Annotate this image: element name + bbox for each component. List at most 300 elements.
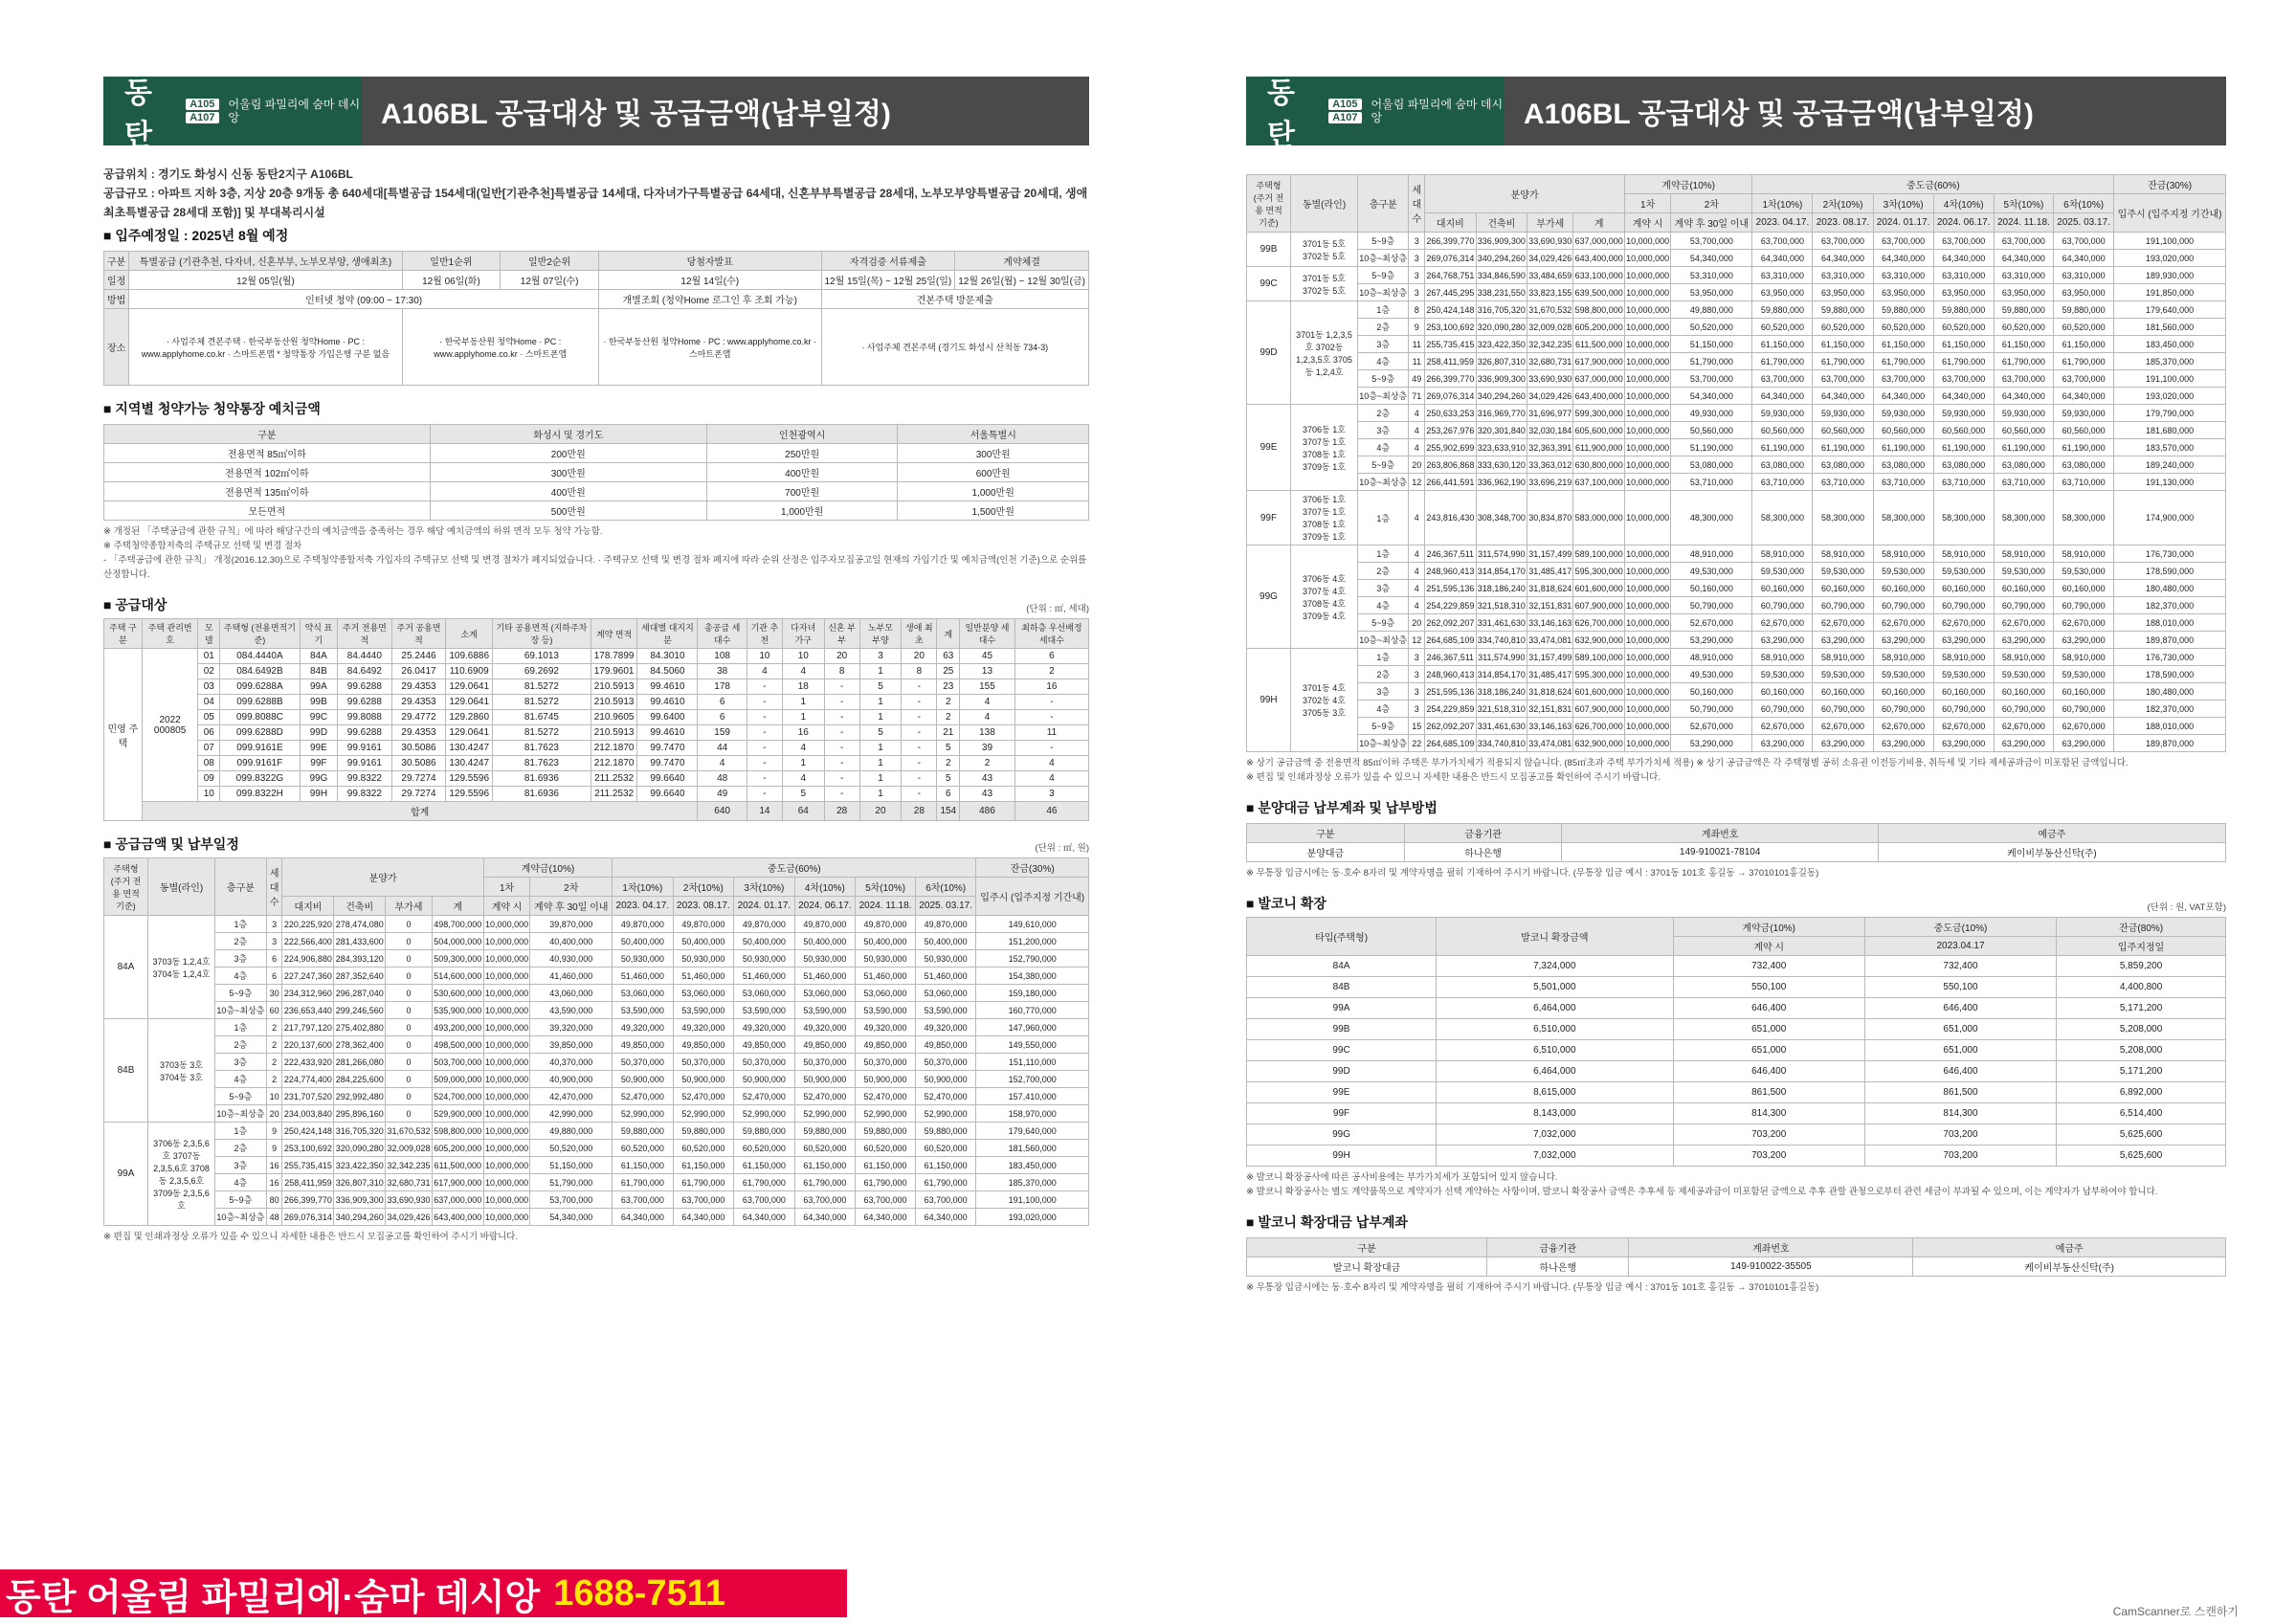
table-cell: 63,950,000 xyxy=(1873,284,1933,301)
table-cell: 63,700,000 xyxy=(1752,233,1813,250)
deposit-note: - 「주택공급에 관한 규칙」 개정(2016.12.30)으로 주택청약종합저축 가입자의 주택규모 선택 및 변경 절차가 폐지되었습니다. · 주택규모 선택 및 변경 절차 폐지에 따라 순위 산정은 입주자모집공고일 현재의 가입기간 및 예치금액(인천 기준)으로 순위를 산정합니다. xyxy=(103,555,1087,580)
table-row xyxy=(1247,718,2226,735)
table-cell: 32,342,235 xyxy=(1527,336,1573,353)
table-cell: 4 xyxy=(698,756,747,771)
table-cell: 62,670,000 xyxy=(1873,718,1933,735)
table-row xyxy=(1247,250,2226,267)
table-cell: 59,530,000 xyxy=(1933,563,1994,580)
table-cell: 32,363,391 xyxy=(1527,439,1573,456)
table-cell: 63,290,000 xyxy=(1994,735,2053,752)
table-header-cell: 계약체결 xyxy=(955,252,1089,271)
table-cell: 509,300,000 xyxy=(432,950,483,968)
table-header-cell: 2025. 03.17. xyxy=(915,897,976,916)
price-table-right xyxy=(1246,174,2226,752)
table-row xyxy=(1247,998,2226,1019)
balcony-account-table xyxy=(1246,1237,2226,1277)
table-cell: 099.9161E xyxy=(220,741,301,756)
table-cell: 10,000,000 xyxy=(1624,370,1670,388)
table-cell: 58,910,000 xyxy=(1752,649,1813,666)
intro-location: 공급위치 : 경기도 화성시 신동 동탄2지구 A106BL xyxy=(103,167,353,181)
table-cell: 598,800,000 xyxy=(432,1123,483,1140)
table-cell: 69.2692 xyxy=(493,664,591,679)
table-row xyxy=(104,933,1089,950)
table-cell: 62,670,000 xyxy=(1813,718,1873,735)
table-cell: 60,790,000 xyxy=(1752,701,1813,718)
table-cell: 626,700,000 xyxy=(1573,614,1624,632)
table-cell: 20 xyxy=(824,649,859,664)
table-cell: 63,700,000 xyxy=(1873,370,1933,388)
table-cell: 626,700,000 xyxy=(1573,718,1624,735)
table-cell: 258,411,959 xyxy=(282,1174,334,1191)
table-cell: 5,859,200 xyxy=(2057,956,2226,977)
table-cell: 287,352,640 xyxy=(334,968,386,985)
table-cell: 60,520,000 xyxy=(794,1140,856,1157)
table-cell: 334,740,810 xyxy=(1476,632,1527,649)
brand-sub: 어울림 파밀리에 숨마 데시앙 xyxy=(1371,98,1504,124)
table-cell: 케이비부동산신탁(주) xyxy=(1913,1257,2226,1277)
table-cell: 52,990,000 xyxy=(734,1105,795,1123)
table-header-cell: 2023. 04.17. xyxy=(1752,213,1813,233)
table-cell: 10,000,000 xyxy=(1624,580,1670,597)
table-cell: 099.6288A xyxy=(220,679,301,695)
table-cell: 63,710,000 xyxy=(1933,474,1994,491)
table-cell: 10,000,000 xyxy=(1624,456,1670,474)
table-header-cell: 당첨자발표 xyxy=(598,252,821,271)
table-cell: 4 xyxy=(960,710,1015,725)
table-row xyxy=(1247,563,2226,580)
table-cell: 63,310,000 xyxy=(1994,267,2053,284)
table-header-cell: 세대수 xyxy=(266,858,282,916)
table-header-cell: 28 xyxy=(824,802,859,821)
table-cell: 182,370,000 xyxy=(2114,701,2226,718)
table-cell: 400만원 xyxy=(706,463,898,482)
table-row xyxy=(1247,666,2226,683)
table-cell: 49,320,000 xyxy=(734,1019,795,1036)
table-cell: 3706동 4호 3707동 4호 3708동 4호 3709동 4호 xyxy=(1291,545,1358,649)
table-cell: 703,200 xyxy=(1864,1124,2056,1146)
table-cell: 29.4772 xyxy=(391,710,446,725)
table-cell: 50,900,000 xyxy=(613,1071,674,1088)
table-header-cell: 층구분 xyxy=(1358,175,1409,233)
table-cell: 61,790,000 xyxy=(1752,353,1813,370)
table-cell: 550,100 xyxy=(1864,977,2056,998)
table-cell: 53,060,000 xyxy=(915,985,976,1002)
table-cell: 703,200 xyxy=(1673,1124,1864,1146)
table-cell: 59,880,000 xyxy=(1752,301,1813,319)
table-header-cell: 방법 xyxy=(104,290,129,309)
table-cell: 3701동 4호 3702동 4호 3705동 3호 xyxy=(1291,649,1358,752)
table-cell: 63,700,000 xyxy=(1873,233,1933,250)
table-cell: 8 xyxy=(824,664,859,679)
table-cell: 334,740,810 xyxy=(1476,735,1527,752)
table-header-cell: 총공급 세대수 xyxy=(698,619,747,649)
table-cell: 2 xyxy=(937,756,960,771)
table-cell: 03 xyxy=(198,679,220,695)
table-cell: 159,180,000 xyxy=(976,985,1089,1002)
table-row xyxy=(1247,1146,2226,1167)
brand-tag: A107 xyxy=(1328,112,1361,123)
table-cell: 59,880,000 xyxy=(794,1123,856,1140)
table-cell: - xyxy=(747,679,782,695)
table-cell: 611,500,000 xyxy=(1573,336,1624,353)
table-cell: 15 xyxy=(1409,718,1425,735)
table-cell: 10,000,000 xyxy=(1624,649,1670,666)
table-cell: 4 xyxy=(783,771,825,787)
table-cell: 8,615,000 xyxy=(1437,1082,1673,1103)
table-cell: 1,500만원 xyxy=(898,501,1089,521)
table-cell: 99.9161 xyxy=(338,756,392,771)
table-cell: 99G xyxy=(1247,1124,1437,1146)
table-cell: 99B xyxy=(1247,233,1291,267)
table-cell: 50,790,000 xyxy=(1671,701,1752,718)
table-header-cell: 3차(10%) xyxy=(734,878,795,897)
table-cell: 41,460,000 xyxy=(530,968,613,985)
table-cell: 10,000,000 xyxy=(483,1019,530,1036)
table-header-cell: 자격검증 서류제출 xyxy=(821,252,955,271)
table-cell: 63,290,000 xyxy=(2054,735,2114,752)
table-cell: 340,294,260 xyxy=(334,1209,386,1226)
table-cell: 58,910,000 xyxy=(1813,649,1873,666)
table-cell: 589,100,000 xyxy=(1573,545,1624,563)
table-cell: 10,000,000 xyxy=(1624,301,1670,319)
table-cell: 1 xyxy=(859,695,902,710)
table-cell: 59,880,000 xyxy=(1933,301,1994,319)
table-cell: 32,009,028 xyxy=(1527,319,1573,336)
table-cell: 60,160,000 xyxy=(1813,580,1873,597)
table-cell: 61,190,000 xyxy=(1752,439,1813,456)
table-cell: 8 xyxy=(902,664,937,679)
table-cell: 4 xyxy=(1409,422,1425,439)
table-cell: 4 xyxy=(1409,597,1425,614)
table-header-cell: 구분 xyxy=(104,425,431,444)
table-row xyxy=(104,725,1089,741)
table-cell: 99C xyxy=(1247,267,1291,301)
move-in-title: ■ 입주예정일 : 2025년 8월 예정 xyxy=(103,226,1089,245)
table-cell: 49,880,000 xyxy=(1671,301,1752,319)
table-cell: 53,290,000 xyxy=(1671,735,1752,752)
table-cell: 10 xyxy=(783,649,825,664)
table-cell: 600만원 xyxy=(898,463,1089,482)
table-cell: 1층 xyxy=(215,916,267,933)
table-cell: 158,970,000 xyxy=(976,1105,1089,1123)
table-header-cell: 4차(10%) xyxy=(794,878,856,897)
table-cell: 99F xyxy=(1247,491,1291,545)
brand-main: 동탄 xyxy=(124,78,152,151)
table-cell: 63,700,000 xyxy=(856,1191,916,1209)
table-cell: 99.9161 xyxy=(338,741,392,756)
table-row xyxy=(104,950,1089,968)
table-cell: 60,520,000 xyxy=(2054,319,2114,336)
table-cell: 0 xyxy=(386,933,433,950)
table-cell: 5,625,600 xyxy=(2057,1124,2226,1146)
table-cell: 63,710,000 xyxy=(1873,474,1933,491)
table-cell: 30.5086 xyxy=(391,756,446,771)
table-cell: 53,590,000 xyxy=(673,1002,734,1019)
table-cell: 630,800,000 xyxy=(1573,456,1624,474)
table-cell: 63,080,000 xyxy=(1933,456,1994,474)
table-cell: 130.4247 xyxy=(446,756,493,771)
table-header-cell: 2024. 11.18. xyxy=(856,897,916,916)
account-note: ※ 무통장 입금시에는 동·호수 8자리 및 계약자명을 필히 기재하여 주시기 바랍니다. (무통장 입금 예시 : 3701동 101호 홍길동 → 37010101홍길동) xyxy=(1246,868,1819,879)
table-row xyxy=(1247,1019,2226,1040)
table-cell: 250,633,253 xyxy=(1425,405,1476,422)
table-cell: 2층 xyxy=(1358,405,1409,422)
table-cell: 53,700,000 xyxy=(1671,370,1752,388)
table-cell: 189,240,000 xyxy=(2114,456,2226,474)
table-cell: 16 xyxy=(266,1174,282,1191)
table-cell: 323,633,910 xyxy=(1476,439,1527,456)
table-cell: 300만원 xyxy=(430,463,706,482)
table-cell: 49,320,000 xyxy=(794,1019,856,1036)
table-cell: 63,080,000 xyxy=(1873,456,1933,474)
table-header-cell: 2차(10%) xyxy=(673,878,734,897)
table-cell: 138 xyxy=(960,725,1015,741)
table-header-cell: 주택형 (전용면적기준) xyxy=(220,619,301,649)
table-cell: 5~9층 xyxy=(1358,233,1409,250)
table-cell: 59,880,000 xyxy=(1813,301,1873,319)
table-cell: 269,076,314 xyxy=(1425,388,1476,405)
table-cell: 48 xyxy=(698,771,747,787)
table-cell: 60,790,000 xyxy=(1994,701,2053,718)
table-cell: 63,290,000 xyxy=(1873,735,1933,752)
table-cell: 99H xyxy=(1247,1146,1437,1167)
table-cell: 63,700,000 xyxy=(1933,370,1994,388)
table-cell: 58,910,000 xyxy=(1873,649,1933,666)
table-cell: 99.7470 xyxy=(637,756,698,771)
table-row xyxy=(104,1157,1089,1174)
table-header-cell: 부가세 xyxy=(386,897,433,916)
table-header-cell: 계약 시 xyxy=(1673,937,1864,956)
table-cell: 2 xyxy=(266,1036,282,1054)
table-header-cell: 일반2순위 xyxy=(501,252,599,271)
table-cell: 61,150,000 xyxy=(915,1157,976,1174)
table-row xyxy=(1247,175,2226,194)
table-cell: 29.7274 xyxy=(391,771,446,787)
table-cell: 99.8322 xyxy=(338,771,392,787)
table-cell: 59,930,000 xyxy=(1994,405,2053,422)
table-cell: 10층~최상층 xyxy=(1358,474,1409,491)
table-cell: 52,990,000 xyxy=(613,1105,674,1123)
table-cell: 336,909,300 xyxy=(1476,370,1527,388)
table-cell: 50,790,000 xyxy=(1671,597,1752,614)
table-cell: 10,000,000 xyxy=(483,1054,530,1071)
table-cell: 5~9층 xyxy=(215,1088,267,1105)
banner-text: 동탄 어울림 파밀리에·숨마 데시앙 xyxy=(6,1577,541,1618)
table-cell: 0 xyxy=(386,1019,433,1036)
table-header-cell: 6차(10%) xyxy=(915,878,976,897)
table-cell: 0 xyxy=(386,1054,433,1071)
table-cell: 179.9601 xyxy=(591,664,637,679)
table-cell: 188,010,000 xyxy=(2114,718,2226,735)
table-cell: 10,000,000 xyxy=(1624,718,1670,735)
table-cell: 52,470,000 xyxy=(613,1088,674,1105)
table-cell: 601,600,000 xyxy=(1573,683,1624,701)
table-cell: 637,000,000 xyxy=(1573,233,1624,250)
table-cell: 311,574,990 xyxy=(1476,649,1527,666)
table-cell: 63,700,000 xyxy=(1933,233,1994,250)
table-cell: 191,130,000 xyxy=(2114,474,2226,491)
table-cell: 63,290,000 xyxy=(1994,632,2053,649)
table-cell: 099.8088C xyxy=(220,710,301,725)
table-cell: 61,790,000 xyxy=(613,1174,674,1191)
table-cell: 59,530,000 xyxy=(1752,666,1813,683)
table-cell: 284,393,120 xyxy=(334,950,386,968)
table-cell: 10,000,000 xyxy=(483,968,530,985)
table-cell: 2층 xyxy=(1358,563,1409,580)
table-cell: 3 xyxy=(1409,284,1425,301)
table-header-cell: 주택 관리번호 xyxy=(142,619,198,649)
table-cell: 10,000,000 xyxy=(1624,474,1670,491)
table-cell: 54,340,000 xyxy=(1671,388,1752,405)
table-cell: 48,300,000 xyxy=(1671,491,1752,545)
table-cell: 6 xyxy=(1014,649,1088,664)
table-cell: 181,560,000 xyxy=(976,1140,1089,1157)
table-cell: 181,680,000 xyxy=(2114,422,2226,439)
table-cell: 31,696,977 xyxy=(1527,405,1573,422)
table-cell: 63,700,000 xyxy=(1994,233,2053,250)
table-cell: 129.0641 xyxy=(446,725,493,741)
table-row xyxy=(1247,233,2226,250)
table-cell: 320,301,840 xyxy=(1476,422,1527,439)
table-cell: 60,520,000 xyxy=(1994,319,2053,336)
table-cell: 5~9층 xyxy=(215,985,267,1002)
table-row xyxy=(104,787,1089,802)
table-cell: 53,590,000 xyxy=(734,1002,795,1019)
table-cell: 1층 xyxy=(1358,545,1409,563)
table-header-cell: 잔금(80%) xyxy=(2057,918,2226,937)
table-header-cell: 세대별 대지지분 xyxy=(637,619,698,649)
table-cell: - xyxy=(747,710,782,725)
table-cell: 하나은행 xyxy=(1404,843,1562,862)
table-cell: 334,846,590 xyxy=(1476,267,1527,284)
table-cell: 23 xyxy=(937,679,960,695)
table-cell: 0 xyxy=(386,950,433,968)
table-cell: 514,600,000 xyxy=(432,968,483,985)
table-cell: 63,950,000 xyxy=(1933,284,1994,301)
table-cell: 51,460,000 xyxy=(734,968,795,985)
table-cell: 31,818,624 xyxy=(1527,580,1573,597)
table-cell: 64,340,000 xyxy=(1994,250,2053,267)
table-cell: 643,400,000 xyxy=(1573,250,1624,267)
table-row xyxy=(104,290,1089,309)
supply-table xyxy=(103,618,1089,821)
table-cell: 284,225,600 xyxy=(334,1071,386,1088)
table-header-cell: 소계 xyxy=(446,619,493,649)
table-cell: 269,076,314 xyxy=(1425,250,1476,267)
table-cell: 155 xyxy=(960,679,1015,695)
table-cell: 53,710,000 xyxy=(1671,474,1752,491)
table-cell: 10,000,000 xyxy=(483,1105,530,1123)
table-header-cell: 46 xyxy=(1014,802,1088,821)
table-header-cell: 금융기관 xyxy=(1404,824,1562,843)
table-header-cell: 2024. 06.17. xyxy=(794,897,856,916)
table-cell: 250,424,148 xyxy=(282,1123,334,1140)
table-cell: 4층 xyxy=(1358,439,1409,456)
table-cell: 646,400 xyxy=(1673,1061,1864,1082)
table-cell: 99B xyxy=(300,695,337,710)
table-header-cell: 3차(10%) xyxy=(1873,194,1933,213)
table-cell: 10 xyxy=(747,649,782,664)
table-cell: 84B xyxy=(300,664,337,679)
table-cell: - xyxy=(824,771,859,787)
table-cell: 3 xyxy=(859,649,902,664)
table-cell: 50,370,000 xyxy=(734,1054,795,1071)
table-cell: 59,530,000 xyxy=(1994,563,2053,580)
table-cell: 99C xyxy=(1247,1040,1437,1061)
table-cell: 637,100,000 xyxy=(1573,474,1624,491)
table-cell: 81.6936 xyxy=(493,787,591,802)
table-cell: 4 xyxy=(1409,405,1425,422)
table-cell: 589,100,000 xyxy=(1573,649,1624,666)
table-cell: 20 xyxy=(902,649,937,664)
table-cell: 62,670,000 xyxy=(1933,718,1994,735)
table-cell: 49,320,000 xyxy=(856,1019,916,1036)
table-cell: 84B xyxy=(1247,977,1437,998)
table-cell: 2 xyxy=(1014,664,1088,679)
table-cell: 178,590,000 xyxy=(2114,666,2226,683)
table-cell: 60,160,000 xyxy=(1933,580,1994,597)
table-cell: 316,969,770 xyxy=(1476,405,1527,422)
table-cell: 176,730,000 xyxy=(2114,649,2226,666)
table-cell: 81.5272 xyxy=(493,679,591,695)
table-row xyxy=(1247,353,2226,370)
table-cell: 30 xyxy=(266,985,282,1002)
table-cell: 25.2446 xyxy=(391,649,446,664)
table-cell: 99G xyxy=(300,771,337,787)
table-cell: 10,000,000 xyxy=(483,1140,530,1157)
table-cell: 5,171,200 xyxy=(2057,998,2226,1019)
table-cell: 281,266,080 xyxy=(334,1054,386,1071)
table-cell: 10,000,000 xyxy=(483,1157,530,1174)
table-cell: 49,870,000 xyxy=(734,916,795,933)
table-cell: 49,850,000 xyxy=(856,1036,916,1054)
table-cell: 275,402,880 xyxy=(334,1019,386,1036)
table-cell: 10,000,000 xyxy=(1624,233,1670,250)
table-cell: 99.4610 xyxy=(637,679,698,695)
table-cell: 5,501,000 xyxy=(1437,977,1673,998)
table-cell: 10,000,000 xyxy=(1624,267,1670,284)
table-cell: 63,700,000 xyxy=(1813,370,1873,388)
table-cell: 1층 xyxy=(215,1123,267,1140)
table-header-cell: 계 xyxy=(1573,213,1624,233)
table-cell: 18 xyxy=(783,679,825,695)
table-cell: 민영 주택 xyxy=(104,649,143,821)
table-cell: 61,150,000 xyxy=(794,1157,856,1174)
table-cell: 10층~최상층 xyxy=(1358,250,1409,267)
table-cell: 32,151,831 xyxy=(1527,701,1573,718)
table-cell: 3 xyxy=(1409,701,1425,718)
table-cell: 151,110,000 xyxy=(976,1054,1089,1071)
table-cell: 10,000,000 xyxy=(1624,545,1670,563)
table-cell: 222,566,400 xyxy=(282,933,334,950)
table-cell: 262,092,207 xyxy=(1425,614,1476,632)
table-cell: 605,200,000 xyxy=(1573,319,1624,336)
table-cell: 99.6288 xyxy=(338,679,392,695)
table-cell: 64,340,000 xyxy=(1813,250,1873,267)
table-cell: 633,100,000 xyxy=(1573,267,1624,284)
table-cell: 60,160,000 xyxy=(1873,580,1933,597)
page-title: A106BL 공급대상 및 공급금액(납부일정) xyxy=(1505,77,2226,145)
table-cell: 159 xyxy=(698,725,747,741)
table-cell: 5~9층 xyxy=(1358,370,1409,388)
table-row xyxy=(104,679,1089,695)
table-cell: 8 xyxy=(1409,301,1425,319)
table-cell: 59,880,000 xyxy=(673,1123,734,1140)
table-cell: 61,790,000 xyxy=(2054,353,2114,370)
table-cell: 63,710,000 xyxy=(1752,474,1813,491)
table-row xyxy=(1247,649,2226,666)
table-cell: 61,190,000 xyxy=(2054,439,2114,456)
